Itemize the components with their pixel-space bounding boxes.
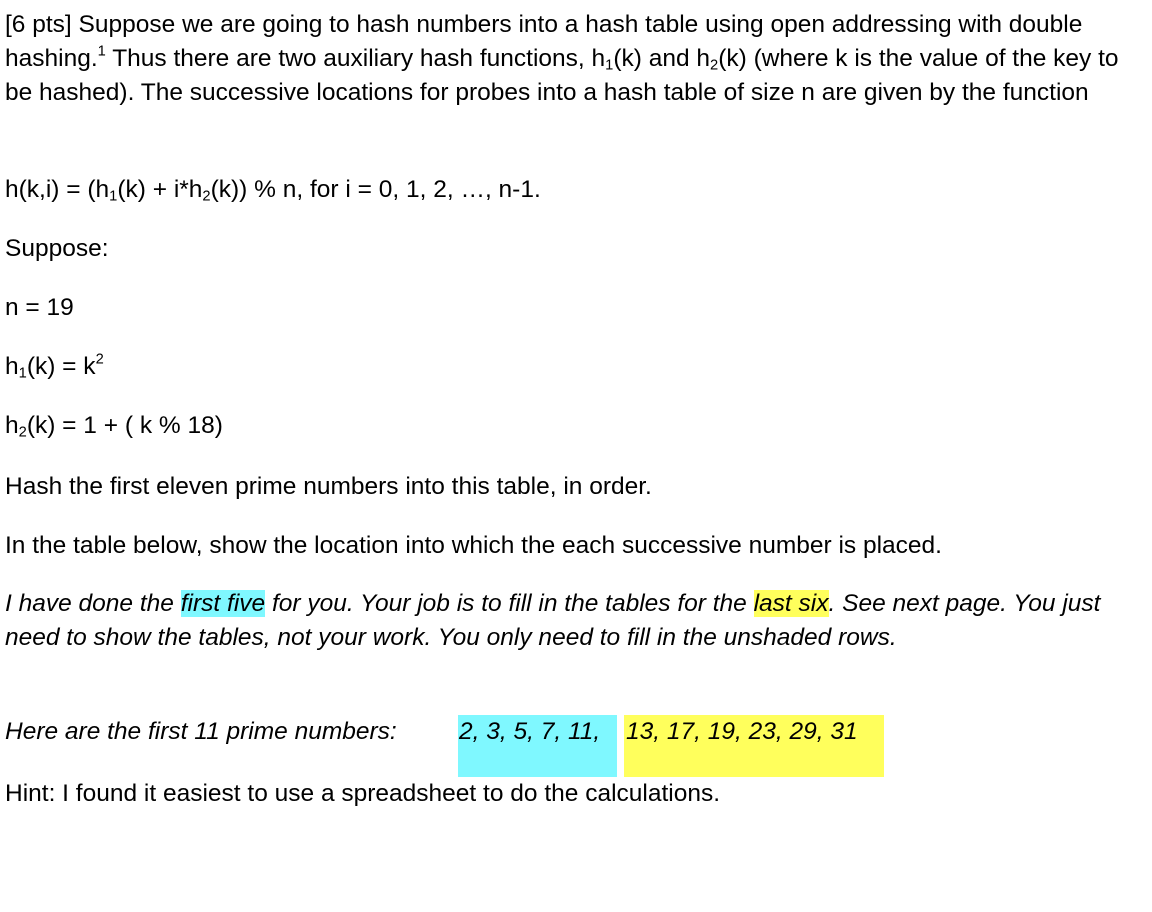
subscript: 1 xyxy=(18,365,27,382)
italic-text: I have done the xyxy=(5,590,181,617)
subscript: 1 xyxy=(109,188,118,205)
italic-instructions xyxy=(5,587,1135,655)
intro-text-1: Suppose we are going to hash numbers into a hash table using open addressing with double hashing. xyxy=(5,11,1083,72)
hint-text: Hint: I found it easiest to use a spreadsheet to do the calculations. xyxy=(5,780,721,807)
subscript: 1 xyxy=(605,57,614,74)
subscript: 2 xyxy=(202,188,211,205)
formula-part: (k)) % n, for i = 0, 1, 2, …, n-1. xyxy=(210,176,541,203)
subscript: 2 xyxy=(710,57,719,74)
primes-line xyxy=(5,718,397,746)
document-body xyxy=(5,8,1140,110)
probe-formula xyxy=(5,176,541,204)
formula-part: (k) = k xyxy=(26,353,96,380)
italic-text: . See next page. You just need to show the tables, not your work. You only need to fill in the unshaded rows. xyxy=(5,590,1101,651)
points-label: [6 pts] xyxy=(5,11,72,38)
hash-instruction: Hash the first eleven prime numbers into this table, in order. xyxy=(5,473,652,500)
suppose-label: Suppose: xyxy=(5,235,109,262)
last-primes-group: 13, 17, 19, 23, 29, 31 xyxy=(626,718,858,745)
intro-text-4: (k) (where k is the value of the key to be hashed). The successive locations for probes into a hash table of size n are given by the function xyxy=(5,45,1119,106)
italic-text: for you. Your job is to fill in the tables for the xyxy=(265,590,754,617)
footnote-mark: 1 xyxy=(97,43,106,60)
first-five-highlight: first five xyxy=(180,590,266,617)
h2-definition xyxy=(5,412,223,440)
subscript: 2 xyxy=(18,424,27,441)
formula-part: h(k,i) = (h xyxy=(5,176,110,203)
superscript: 2 xyxy=(95,351,104,368)
table-instruction: In the table below, show the location into which the each successive number is placed. xyxy=(5,532,942,559)
last-six-highlight: last six xyxy=(753,590,829,617)
n-definition: n = 19 xyxy=(5,294,74,321)
first-primes-group: 2, 3, 5, 7, 11, xyxy=(459,718,601,745)
intro-paragraph xyxy=(5,8,1140,110)
intro-text-2: Thus there are two auxiliary hash functions, h xyxy=(112,45,606,72)
formula-part: (k) = 1 + ( k % 18) xyxy=(26,412,223,439)
formula-part: (k) + i*h xyxy=(117,176,203,203)
primes-label: Here are the first 11 prime numbers: xyxy=(5,718,397,745)
intro-text-3: (k) and h xyxy=(613,45,711,72)
formula-part: h xyxy=(5,412,19,439)
h1-definition xyxy=(5,353,104,381)
formula-part: h xyxy=(5,353,19,380)
